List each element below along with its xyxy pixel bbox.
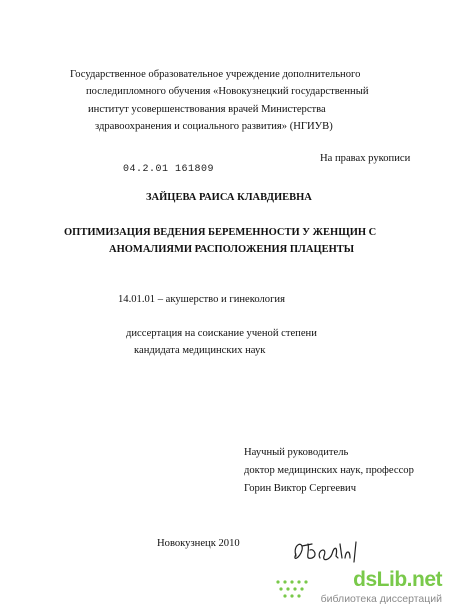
specialty-code: 14.01.01 – акушерство и гинекология [118,294,285,305]
registration-stamp: 04.2.01 161809 [123,164,215,175]
degree-line-2: кандидата медицинских наук [134,345,266,356]
institution-line-3: институт усовершенствования врачей Министерства [88,104,326,115]
author-name: ЗАЙЦЕВА РАИСА КЛАВДИЕВНА [146,192,312,203]
dslib-watermark [312,568,442,612]
rights-note: На правах рукописи [320,153,411,164]
supervisor-name: Горин Виктор Сергеевич [244,483,357,494]
supervisor-credentials: доктор медицинских наук, профессор [244,465,414,476]
institution-line-1: Государственное образовательное учреждение дополнительного [70,69,361,80]
dots-logo-icon [274,578,310,600]
title-line-2: АНОМАЛИЯМИ РАСПОЛОЖЕНИЯ ПЛАЦЕНТЫ [109,244,355,255]
degree-line-1: диссертация на соискание ученой степени [126,328,317,339]
watermark-logo: dsLib.net [353,568,442,591]
handwritten-signature [290,536,370,568]
place-year: Новокузнецк 2010 [157,538,240,549]
institution-line-4: здравоохранения и социального развития» (НГИУВ) [95,121,333,132]
institution-line-2: последипломного обучения «Новокузнецкий государственный [86,86,369,97]
supervisor-role: Научный руководитель [244,447,349,458]
title-line-1: ОПТИМИЗАЦИЯ ВЕДЕНИЯ БЕРЕМЕННОСТИ У ЖЕНЩИН С [64,227,377,238]
watermark-subtitle: библиотека диссертаций [320,593,442,605]
